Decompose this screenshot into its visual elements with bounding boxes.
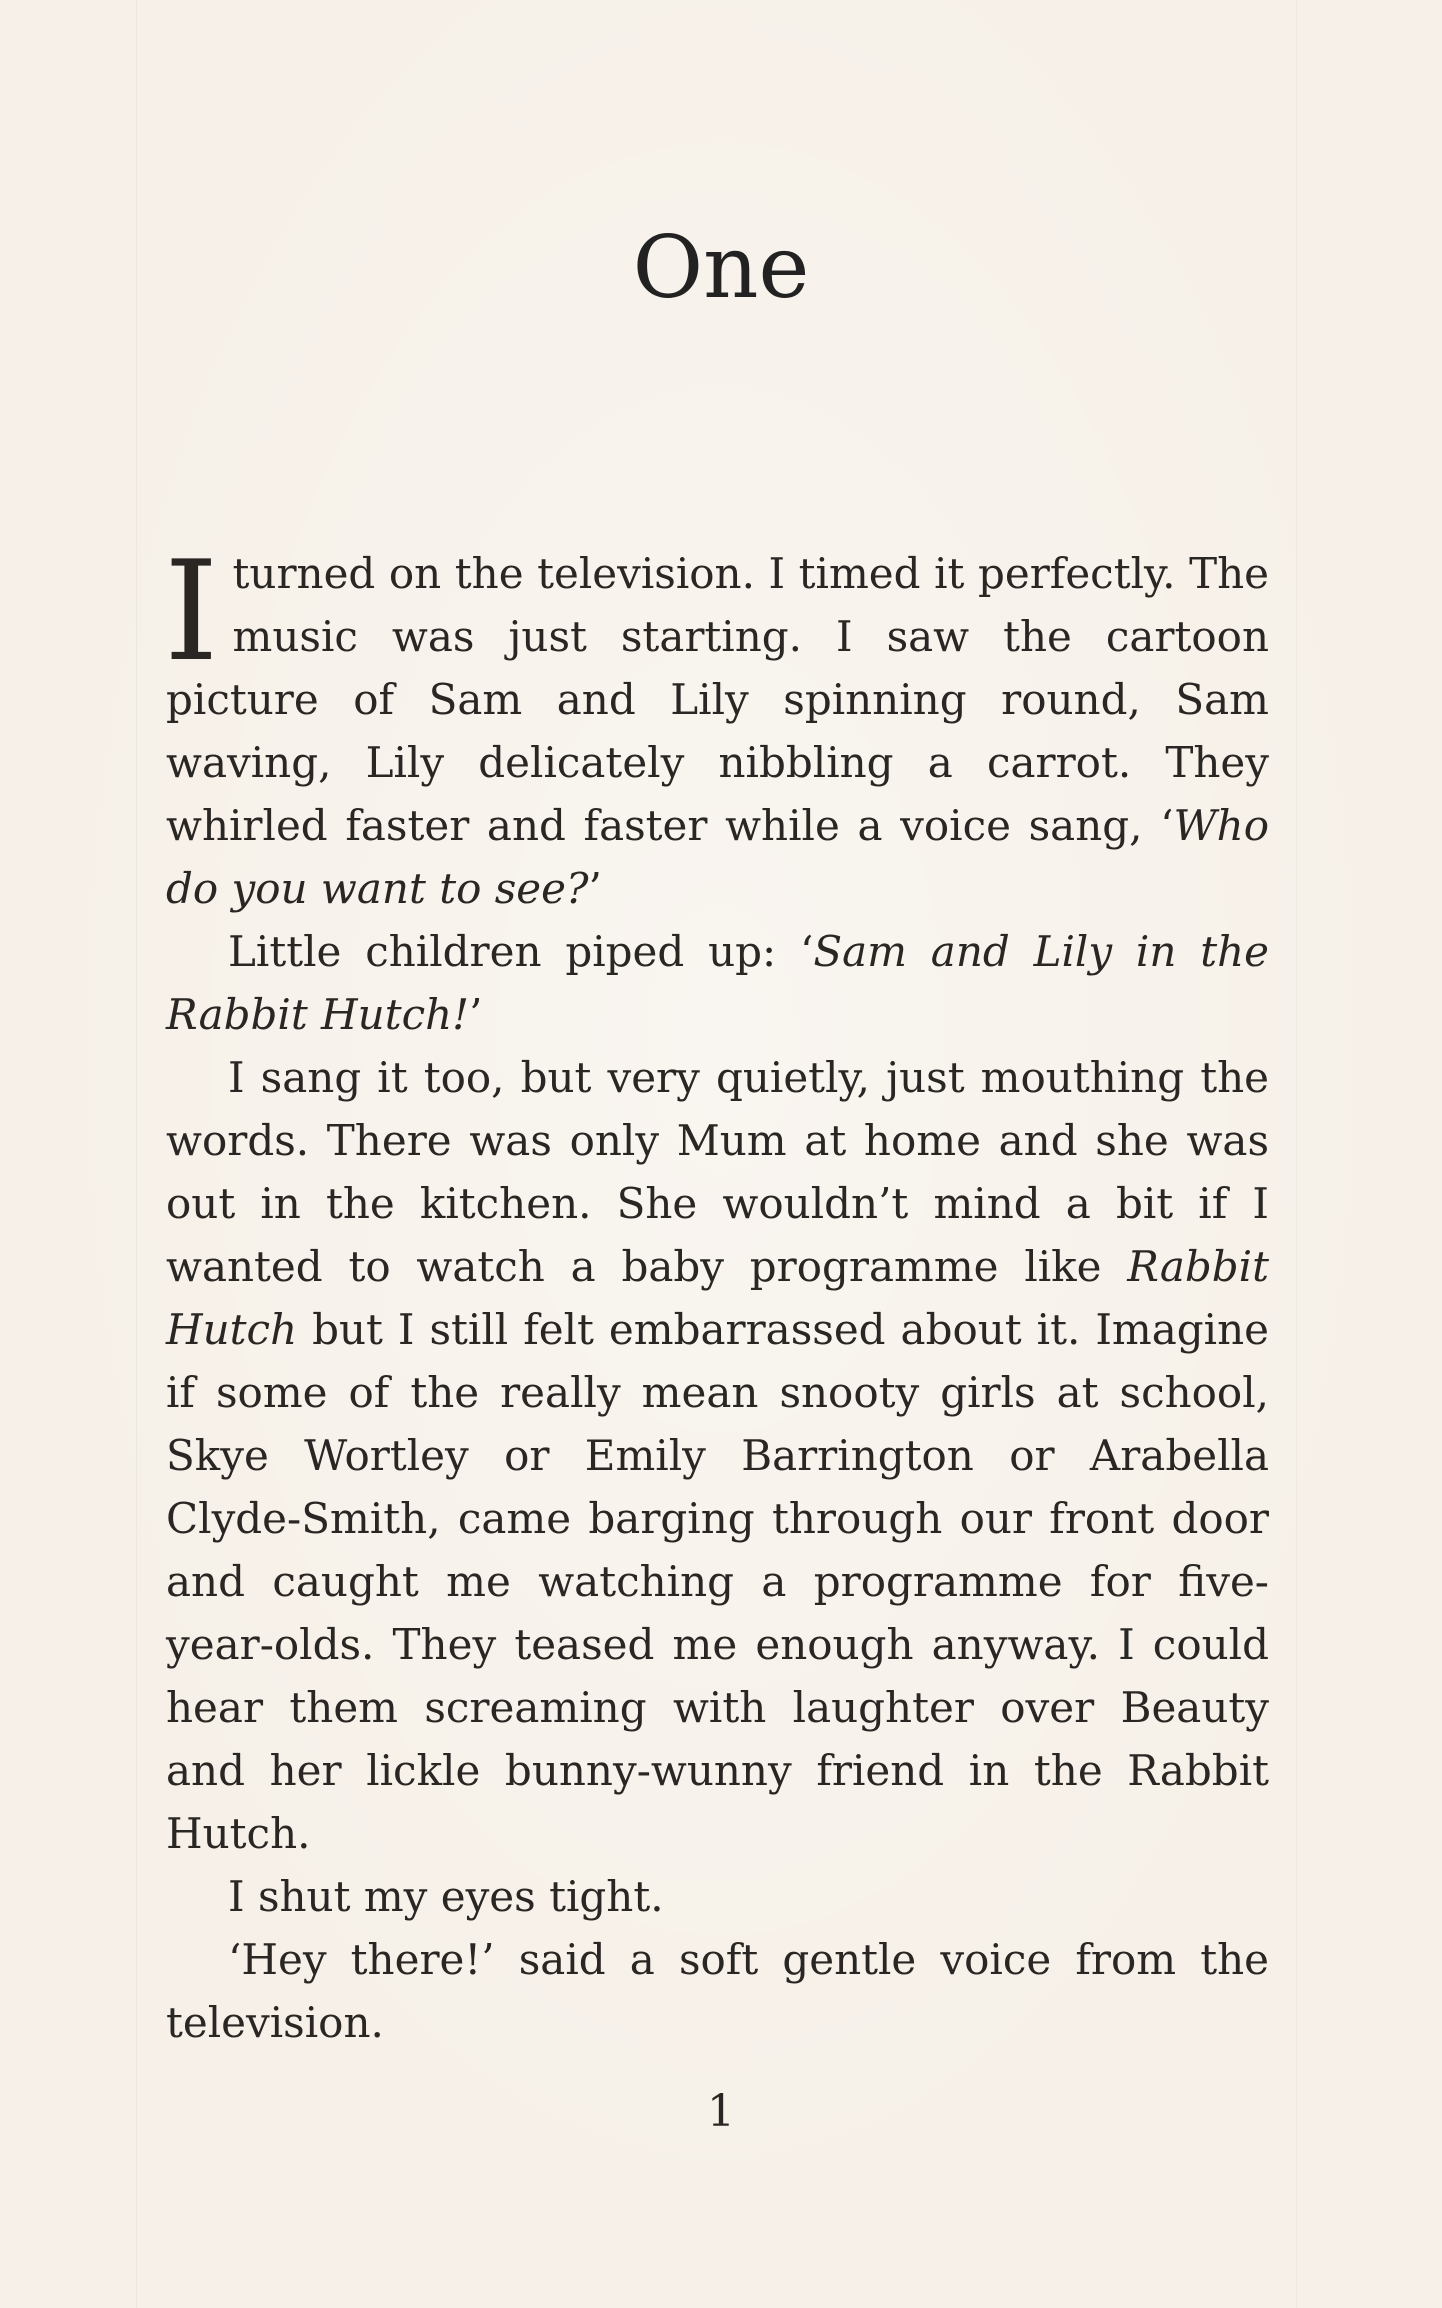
paragraph-3-italic: Rabbit Hutch [166,1242,1269,1354]
paragraph-2-end: ’ [469,990,483,1039]
paragraph-1-end: ’ [588,864,602,913]
paragraph-3-text: I sang it too, but very quietly, just mouthing the words. There was only Mum at home and she was out in the kitchen. She wouldn’t mind a bit if I wanted to watch a baby programme like [166,1053,1269,1291]
paragraph-2-italic: Sam and Lily in the Rabbit Hutch! [166,927,1269,1039]
page-crease-line [136,0,137,2308]
paragraph-2-text: Little children piped up: ‘ [228,927,814,976]
paragraph-5: ‘Hey there!’ said a soft gentle voice from the television. [166,1935,1269,2047]
paragraph-3-end: but I still felt embarrassed about it. Imagine if some of the really mean snooty girls at school, Skye Wortley or Emily Barrington or Arabella Clyde-Smith, came barging through our front door and caught me watching a programme for five-year-olds. They teased me enough anyway. I could hear them screaming with laughter over Beauty and her lickle bunny-wunny friend in the Rabbit Hutch. [166,1305,1269,1858]
page-crease-line [1296,0,1297,2308]
chapter-body [164,531,1269,2054]
paragraph-4: I shut my eyes tight. [228,1872,664,1921]
paragraph-1-text: turned on the television. I timed it perfectly. The music was just starting. I saw the cartoon picture of Sam and Lily spinning round, Sam waving, Lily delicately nibbling a carrot. They whirled faster and faster while a voice sang, ‘ [166,549,1269,850]
paragraph-1 [164,531,1269,920]
paragraph-3 [166,1046,1269,1865]
paragraph-2 [166,920,1269,1046]
page-number: 1 [707,2086,735,2137]
chapter-title: One [632,218,810,318]
paragraph-1-italic: Who do you want to see? [166,801,1269,913]
drop-cap: I [164,531,219,692]
